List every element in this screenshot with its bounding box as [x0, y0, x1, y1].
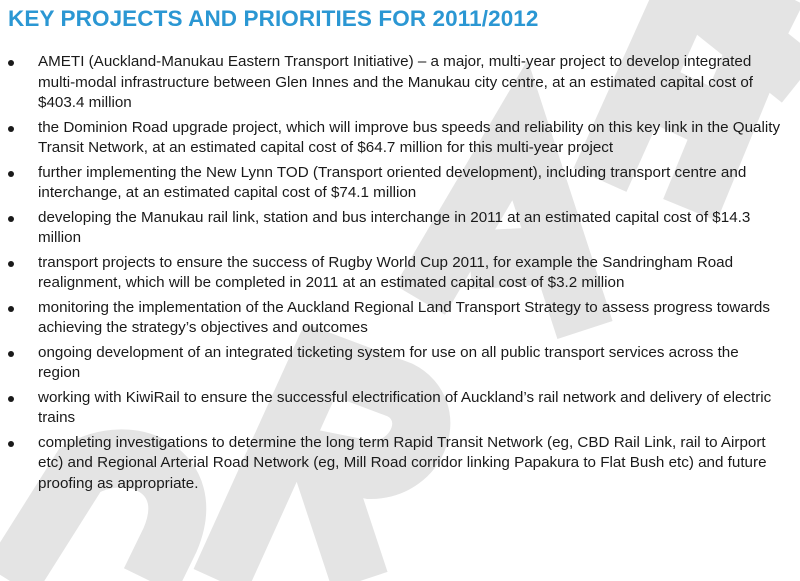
- bullet-icon: [8, 171, 14, 177]
- list-item-text: further implementing the New Lynn TOD (Transport oriented development), including transport centre and interchange, at an estimated capital cost of $74.1 million: [38, 163, 747, 201]
- list-item: [8, 52, 783, 114]
- list-item: [8, 433, 783, 495]
- bullet-icon: [8, 216, 14, 222]
- bullet-icon: [8, 441, 14, 447]
- section-heading: KEY PROJECTS AND PRIORITIES FOR 2011/2012: [8, 6, 539, 31]
- list-item-text: working with KiwiRail to ensure the successful electrification of Auckland’s rail network and delivery of electric trains: [38, 388, 772, 426]
- bullet-icon: [8, 126, 14, 132]
- bullet-icon: [8, 261, 14, 267]
- list-item: [8, 343, 783, 384]
- list-item: [8, 253, 783, 294]
- list-item: [8, 208, 783, 249]
- list-item: [8, 298, 783, 339]
- list-item-text: the Dominion Road upgrade project, which will improve bus speeds and reliability on this key link in the Quality Transit Network, at an estimated capital cost of $64.7 million for this multi-year project: [38, 118, 781, 156]
- bullet-icon: [8, 351, 14, 357]
- list-item: [8, 163, 783, 204]
- priorities-list: [8, 52, 800, 494]
- list-item-text: ongoing development of an integrated ticketing system for use on all public transport services across the region: [38, 343, 739, 381]
- list-item: [8, 388, 783, 429]
- list-item-text: AMETI (Auckland-Manukau Eastern Transport Initiative) – a major, multi-year project to develop integrated multi-modal infrastructure between Glen Innes and the Manukau city centre, at an estimated capital cost of $403.4 million: [38, 53, 754, 111]
- bullet-icon: [8, 306, 14, 312]
- list-item: [8, 118, 783, 159]
- list-item-text: developing the Manukau rail link, station and bus interchange in 2011 at an estimated capital cost of $14.3 million: [38, 208, 751, 246]
- list-item-text: completing investigations to determine the long term Rapid Transit Network (eg, CBD Rail Link, rail to Airport etc) and Regional Arterial Road Network (eg, Mill Road corridor linking Papakura to Flat Bush etc) and future proofing as appropriate.: [38, 433, 767, 492]
- bullet-icon: [8, 60, 14, 66]
- list-item-text: transport projects to ensure the success of Rugby World Cup 2011, for example the Sandringham Road realignment, which will be completed in 2011 at an estimated capital cost of $3.2 million: [38, 253, 734, 291]
- list-item-text: monitoring the implementation of the Auckland Regional Land Transport Strategy to assess progress towards achieving the strategy’s objectives and outcomes: [38, 298, 770, 336]
- bullet-icon: [8, 396, 14, 402]
